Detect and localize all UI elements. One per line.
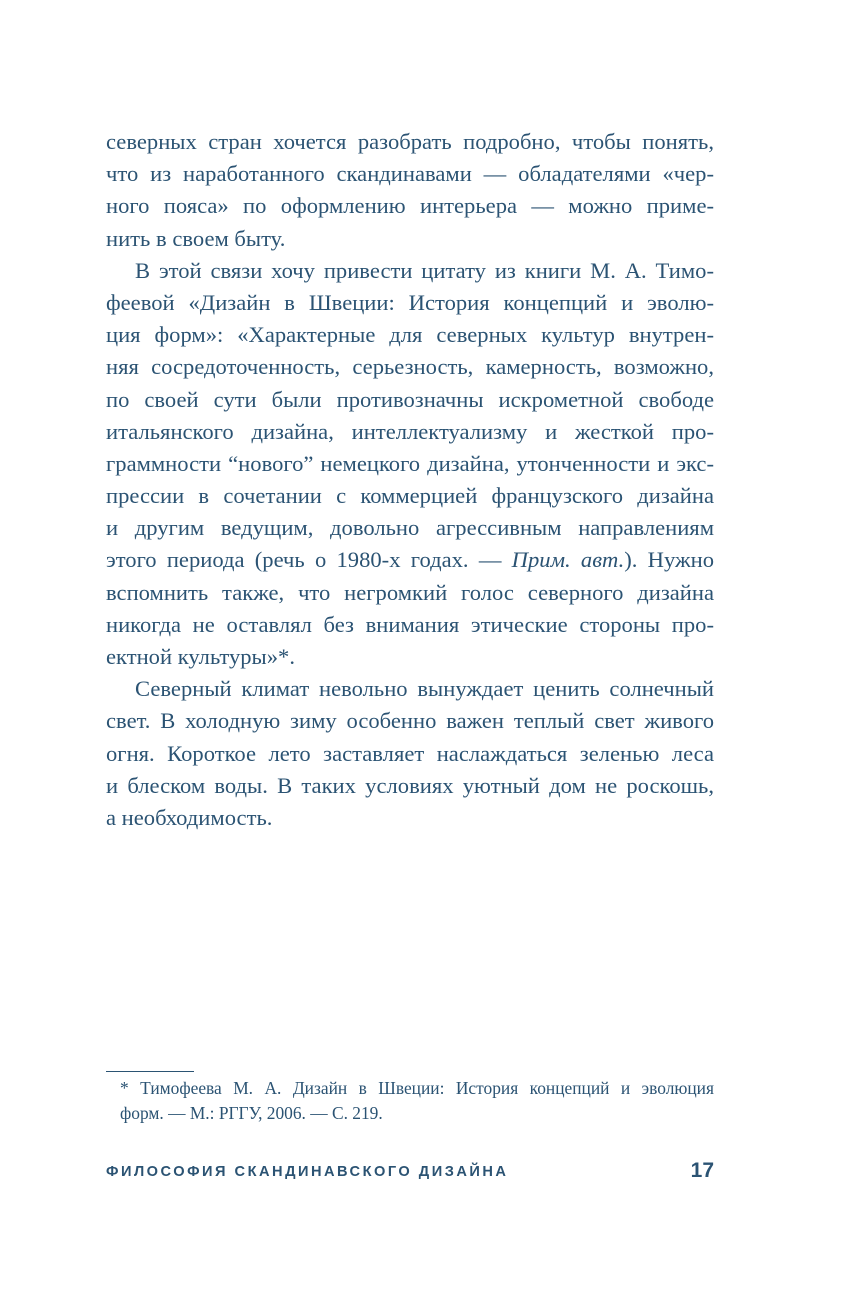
text-line: В этой связи хочу привести цитату из книги М. А. Тимо-: [135, 257, 714, 283]
text-line: огня. Короткое лето заставляет наслаждаться зеленью леса: [106, 740, 714, 766]
text-line: что из наработанного скандинавами — обладателями «чер-: [106, 161, 714, 187]
footnote-line: форм. — М.: РГГУ, 2006. — С. 219.: [120, 1103, 383, 1123]
running-title: ФИЛОСОФИЯ СКАНДИНАВСКОГО ДИЗАЙНА: [106, 1164, 509, 1180]
text-line-with-note: [106, 544, 714, 576]
text-line: ного пояса» по оформлению интерьера — можно приме-: [106, 193, 714, 219]
text-line: граммности “нового” немецкого дизайна, утонченности и экс-: [106, 450, 714, 476]
text-line: Северный климат невольно вынуждает ценить солнечный: [135, 676, 714, 702]
text-line: и блеском воды. В таких условиях уютный дом не роскошь,: [106, 772, 714, 798]
main-text: [106, 126, 714, 834]
text-line: прессии в сочетании с коммерцией французского дизайна: [106, 483, 714, 509]
text-line: ектной культуры»*.: [106, 644, 295, 669]
text-fragment: ). Нужно: [624, 547, 714, 573]
footnote-divider: [106, 1071, 194, 1072]
text-line: по своей сути были противозначны искрометной свободе: [106, 386, 714, 412]
text-line: никогда не оставлял без внимания этические стороны про-: [106, 611, 714, 637]
text-line: свет. В холодную зиму особенно важен теплый свет живого: [106, 708, 714, 734]
text-line: а необходимость.: [106, 804, 273, 830]
author-note: Прим. авт.: [511, 547, 625, 573]
text-line: северных стран хочется разобрать подробно, чтобы понять,: [106, 129, 714, 154]
text-line: нить в своем быту.: [106, 225, 286, 251]
text-line: вспомнить также, что негромкий голос северного дизайна: [106, 579, 714, 605]
text-line: итальянского дизайна, интеллектуализму и жесткой про-: [106, 418, 714, 444]
text-line: ция форм»: «Характерные для северных культур внутрен-: [106, 322, 714, 348]
text-fragment: этого периода (речь о 1980-х годах. —: [106, 547, 512, 573]
footnote-line: * Тимофеева М. А. Дизайн в Швеции: История концепций и эволюция: [120, 1078, 714, 1098]
page-number: 17: [690, 1159, 714, 1182]
text-line: феевой «Дизайн в Швеции: История концепций и эволю-: [106, 289, 714, 315]
text-line: и другим ведущим, довольно агрессивным направлениям: [106, 515, 714, 541]
footnote: [120, 1076, 714, 1126]
text-line: няя сосредоточенность, серьезность, камерность, возможно,: [106, 354, 714, 380]
